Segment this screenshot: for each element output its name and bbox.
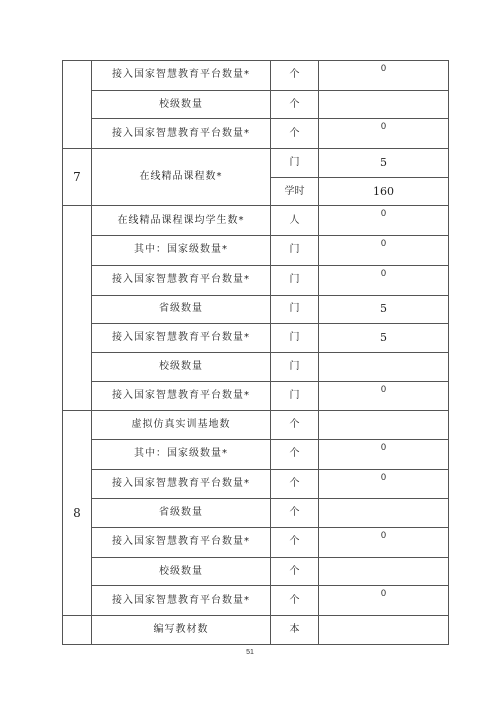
- table-row: [63, 469, 449, 499]
- value-cell: 0: [319, 236, 449, 266]
- item-name: 虚拟仿真实训基地数: [92, 411, 271, 440]
- unit-cell: 个: [271, 439, 319, 469]
- section-number: 8: [63, 411, 92, 616]
- table-row: [63, 499, 449, 528]
- unit-cell: 个: [271, 119, 319, 149]
- table-row: [63, 295, 449, 324]
- unit-cell: 个: [271, 528, 319, 558]
- data-table: [62, 60, 449, 645]
- item-name: 接入国家智慧教育平台数量*: [92, 381, 271, 411]
- unit-cell: 个: [271, 61, 319, 91]
- unit-cell: 个: [271, 469, 319, 499]
- table-row: [63, 411, 449, 440]
- table-row: [63, 265, 449, 295]
- section-number-cell: [63, 61, 92, 149]
- item-name: 在线精品课程数*: [92, 149, 271, 206]
- table-row: [63, 616, 449, 645]
- item-name: 其中：国家级数量*: [92, 236, 271, 266]
- item-name: 校级数量: [92, 557, 271, 586]
- page-number: 51: [246, 649, 254, 656]
- unit-cell: 本: [271, 616, 319, 645]
- value-cell: 0: [319, 119, 449, 149]
- value-cell: 0: [319, 586, 449, 616]
- value-cell: 5: [319, 149, 449, 178]
- table-row: [63, 586, 449, 616]
- unit-cell: 个: [271, 499, 319, 528]
- unit-cell: 门: [271, 265, 319, 295]
- unit-cell: 门: [271, 352, 319, 381]
- table-row: [63, 236, 449, 266]
- table-row: [63, 90, 449, 119]
- section-number-cell: [63, 206, 92, 411]
- item-name: 省级数量: [92, 499, 271, 528]
- item-name: 接入国家智慧教育平台数量*: [92, 324, 271, 353]
- unit-cell: 个: [271, 90, 319, 119]
- table-row: [63, 206, 449, 236]
- table-row: [63, 381, 449, 411]
- value-cell: [319, 499, 449, 528]
- item-name: 接入国家智慧教育平台数量*: [92, 119, 271, 149]
- unit-cell: 门: [271, 295, 319, 324]
- table-row: [63, 324, 449, 353]
- unit-cell: 学时: [271, 177, 319, 206]
- unit-cell: 个: [271, 586, 319, 616]
- table-row: [63, 61, 449, 91]
- unit-cell: 个: [271, 557, 319, 586]
- value-cell: 5: [319, 324, 449, 353]
- item-name: 接入国家智慧教育平台数量*: [92, 586, 271, 616]
- table-row: [63, 119, 449, 149]
- table-row: [63, 149, 449, 178]
- value-cell: 5: [319, 295, 449, 324]
- item-name: 省级数量: [92, 295, 271, 324]
- value-cell: [319, 90, 449, 119]
- value-cell: 0: [319, 528, 449, 558]
- item-name: 其中：国家级数量*: [92, 439, 271, 469]
- item-name: 校级数量: [92, 352, 271, 381]
- item-name: 接入国家智慧教育平台数量*: [92, 469, 271, 499]
- table-row: [63, 439, 449, 469]
- value-cell: 0: [319, 61, 449, 91]
- section-number: 7: [63, 149, 92, 206]
- item-name: 接入国家智慧教育平台数量*: [92, 528, 271, 558]
- item-name: 接入国家智慧教育平台数量*: [92, 61, 271, 91]
- value-cell: 0: [319, 381, 449, 411]
- value-cell: 0: [319, 439, 449, 469]
- value-cell: 160: [319, 177, 449, 206]
- value-cell: 0: [319, 469, 449, 499]
- value-cell: 0: [319, 206, 449, 236]
- item-name: 在线精品课程课均学生数*: [92, 206, 271, 236]
- unit-cell: 门: [271, 381, 319, 411]
- section-number-cell: [63, 616, 92, 645]
- unit-cell: 个: [271, 411, 319, 440]
- value-cell: [319, 557, 449, 586]
- value-cell: [319, 352, 449, 381]
- item-name: 校级数量: [92, 90, 271, 119]
- value-cell: 0: [319, 265, 449, 295]
- unit-cell: 门: [271, 149, 319, 178]
- item-name: 接入国家智慧教育平台数量*: [92, 265, 271, 295]
- item-name: 编写教材数: [92, 616, 271, 645]
- unit-cell: 人: [271, 206, 319, 236]
- value-cell: [319, 411, 449, 440]
- unit-cell: 门: [271, 324, 319, 353]
- value-cell: [319, 616, 449, 645]
- table-row: [63, 528, 449, 558]
- table-row: [63, 557, 449, 586]
- unit-cell: 门: [271, 236, 319, 266]
- table-row: [63, 352, 449, 381]
